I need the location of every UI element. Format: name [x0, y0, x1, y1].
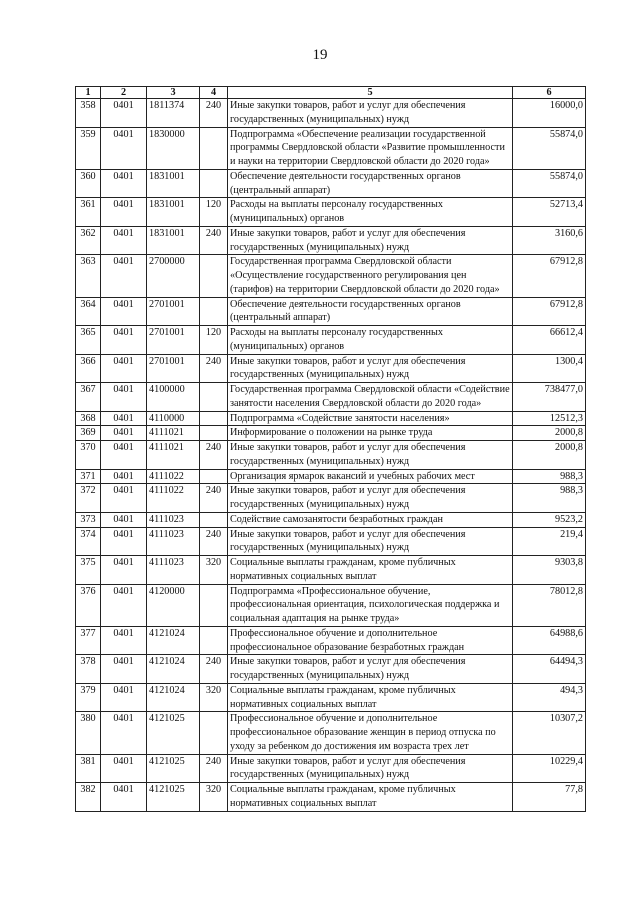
cell-expense-type: 240: [200, 655, 228, 684]
cell-name: [228, 198, 513, 227]
table-row: [76, 441, 586, 470]
cell-row-number: 373: [76, 512, 101, 527]
cell-target-code: 4121024: [147, 655, 200, 684]
cell-name: [228, 426, 513, 441]
cell-name: [228, 783, 513, 812]
expense-name-text: Иные закупки товаров, работ и услуг для обеспечения государственных (муниципальных) нужд: [230, 528, 466, 554]
cell-amount: 67912,8: [513, 255, 586, 297]
cell-section: 0401: [101, 198, 147, 227]
expense-name-text: Информирование о положении на рынке труда: [230, 427, 433, 439]
cell-expense-type: 320: [200, 783, 228, 812]
cell-amount: 494,3: [513, 683, 586, 712]
cell-row-number: 360: [76, 169, 101, 198]
cell-name: [228, 584, 513, 626]
table-row: [76, 383, 586, 412]
table-row: [76, 556, 586, 585]
column-header-name: 5: [228, 87, 513, 99]
cell-row-number: 365: [76, 326, 101, 355]
cell-row-number: 379: [76, 683, 101, 712]
column-header-section: 2: [101, 87, 147, 99]
cell-target-code: 4111023: [147, 556, 200, 585]
cell-expense-type: [200, 512, 228, 527]
expense-name-text: Организация ярмарок вакансий и учебных рабочих мест: [230, 470, 475, 482]
cell-amount: 988,3: [513, 469, 586, 484]
budget-table: [75, 86, 586, 812]
cell-amount: 66612,4: [513, 326, 586, 355]
cell-amount: 9303,8: [513, 556, 586, 585]
cell-row-number: 369: [76, 426, 101, 441]
cell-section: 0401: [101, 297, 147, 326]
cell-section: 0401: [101, 99, 147, 128]
cell-target-code: 4110000: [147, 411, 200, 426]
cell-expense-type: [200, 712, 228, 754]
table-row: [76, 783, 586, 812]
cell-expense-type: 240: [200, 527, 228, 556]
cell-name: [228, 226, 513, 255]
table-row: [76, 326, 586, 355]
cell-amount: 78012,8: [513, 584, 586, 626]
cell-name: [228, 556, 513, 585]
cell-expense-type: [200, 169, 228, 198]
cell-amount: 67912,8: [513, 297, 586, 326]
table-row: [76, 354, 586, 383]
expense-name-text: Содействие самозанятости безработных граждан: [230, 513, 443, 525]
cell-row-number: 363: [76, 255, 101, 297]
table-row: [76, 297, 586, 326]
cell-row-number: 366: [76, 354, 101, 383]
header-row: [76, 87, 586, 99]
cell-amount: 12512,3: [513, 411, 586, 426]
table-row: [76, 226, 586, 255]
table-row: [76, 127, 586, 169]
expense-name-text: Подпрограмма «Содействие занятости населения»: [230, 412, 450, 424]
cell-expense-type: [200, 383, 228, 412]
cell-amount: 2000,8: [513, 426, 586, 441]
cell-amount: 10307,2: [513, 712, 586, 754]
cell-row-number: 382: [76, 783, 101, 812]
cell-section: 0401: [101, 754, 147, 783]
cell-expense-type: [200, 469, 228, 484]
cell-expense-type: 240: [200, 354, 228, 383]
cell-name: [228, 255, 513, 297]
cell-name: [228, 754, 513, 783]
table-row: [76, 712, 586, 754]
cell-section: 0401: [101, 556, 147, 585]
cell-amount: 52713,4: [513, 198, 586, 227]
table-row: [76, 683, 586, 712]
cell-expense-type: [200, 411, 228, 426]
cell-amount: 3160,6: [513, 226, 586, 255]
expense-name-text: Иные закупки товаров, работ и услуг для обеспечения государственных (муниципальных) нужд: [230, 656, 466, 681]
cell-section: 0401: [101, 411, 147, 426]
expense-name-text: Иные закупки товаров, работ и услуг для обеспечения государственных (муниципальных) нужд: [230, 227, 466, 253]
cell-target-code: 1830000: [147, 127, 200, 169]
cell-section: 0401: [101, 527, 147, 556]
cell-expense-type: [200, 426, 228, 441]
table-row: [76, 527, 586, 556]
cell-row-number: 362: [76, 226, 101, 255]
cell-name: [228, 169, 513, 198]
cell-row-number: 381: [76, 754, 101, 783]
column-header-expense-type: 4: [200, 87, 228, 99]
cell-target-code: 4111021: [147, 426, 200, 441]
cell-section: 0401: [101, 255, 147, 297]
cell-row-number: 380: [76, 712, 101, 754]
expense-name-text: Обеспечение деятельности государственных органов (центральный аппарат): [230, 298, 461, 324]
cell-expense-type: 240: [200, 441, 228, 470]
cell-section: 0401: [101, 626, 147, 655]
cell-name: [228, 626, 513, 655]
cell-name: [228, 441, 513, 470]
cell-row-number: 359: [76, 127, 101, 169]
cell-row-number: 368: [76, 411, 101, 426]
cell-amount: 64988,6: [513, 626, 586, 655]
cell-amount: 64494,3: [513, 655, 586, 684]
expense-name-text: Иные закупки товаров, работ и услуг для обеспечения государственных (муниципальных) нужд: [230, 100, 466, 125]
expense-name-text: Государственная программа Свердловской области «Осуществление государственного регулирования цен (тарифов) на территории Свердловской области до 2020 года»: [230, 256, 500, 295]
cell-amount: 9523,2: [513, 512, 586, 527]
cell-expense-type: [200, 127, 228, 169]
expense-name-text: Иные закупки товаров, работ и услуг для обеспечения государственных (муниципальных) нужд: [230, 485, 466, 510]
expense-name-text: Профессиональное обучение и дополнительное профессиональное образование женщин в период отпуска по уходу за ребенком до достижения им возраста трех лет: [230, 713, 496, 752]
cell-row-number: 377: [76, 626, 101, 655]
expense-name-text: Иные закупки товаров, работ и услуг для обеспечения государственных (муниципальных) нужд: [230, 355, 466, 381]
expense-name-text: Профессиональное обучение и дополнительное профессиональное образование безработных граждан: [230, 627, 465, 653]
cell-section: 0401: [101, 383, 147, 412]
cell-name: [228, 712, 513, 754]
cell-expense-type: 240: [200, 226, 228, 255]
cell-section: 0401: [101, 584, 147, 626]
cell-target-code: 2701001: [147, 354, 200, 383]
cell-row-number: 367: [76, 383, 101, 412]
expense-name-text: Иные закупки товаров, работ и услуг для обеспечения государственных (муниципальных) нужд: [230, 755, 466, 781]
cell-row-number: 361: [76, 198, 101, 227]
cell-amount: 77,8: [513, 783, 586, 812]
cell-name: [228, 383, 513, 412]
cell-expense-type: 320: [200, 556, 228, 585]
cell-target-code: 2700000: [147, 255, 200, 297]
expense-name-text: Социальные выплаты гражданам, кроме публичных нормативных социальных выплат: [230, 684, 456, 710]
cell-name: [228, 99, 513, 128]
cell-section: 0401: [101, 712, 147, 754]
cell-row-number: 378: [76, 655, 101, 684]
table-row: [76, 655, 586, 684]
cell-target-code: 1811374: [147, 99, 200, 128]
cell-name: [228, 469, 513, 484]
cell-target-code: 4120000: [147, 584, 200, 626]
cell-name: [228, 527, 513, 556]
table-row: [76, 411, 586, 426]
cell-amount: 55874,0: [513, 169, 586, 198]
table-row: [76, 469, 586, 484]
table-row: [76, 754, 586, 783]
cell-target-code: 4121025: [147, 712, 200, 754]
column-header-target-code: 3: [147, 87, 200, 99]
cell-section: 0401: [101, 127, 147, 169]
expense-name-text: Социальные выплаты гражданам, кроме публичных нормативных социальных выплат: [230, 784, 456, 809]
cell-section: 0401: [101, 484, 147, 513]
cell-name: [228, 411, 513, 426]
cell-section: 0401: [101, 169, 147, 198]
cell-amount: 738477,0: [513, 383, 586, 412]
cell-row-number: 375: [76, 556, 101, 585]
cell-amount: 219,4: [513, 527, 586, 556]
cell-row-number: 372: [76, 484, 101, 513]
cell-row-number: 376: [76, 584, 101, 626]
cell-expense-type: [200, 626, 228, 655]
cell-expense-type: [200, 297, 228, 326]
cell-target-code: 4121025: [147, 783, 200, 812]
cell-row-number: 374: [76, 527, 101, 556]
cell-amount: 10229,4: [513, 754, 586, 783]
table-row: [76, 484, 586, 513]
table-row: [76, 169, 586, 198]
expense-name-text: Социальные выплаты гражданам, кроме публичных нормативных социальных выплат: [230, 557, 456, 582]
cell-row-number: 370: [76, 441, 101, 470]
cell-section: 0401: [101, 426, 147, 441]
cell-row-number: 364: [76, 297, 101, 326]
table-row: [76, 99, 586, 128]
cell-section: 0401: [101, 441, 147, 470]
cell-section: 0401: [101, 512, 147, 527]
cell-amount: 55874,0: [513, 127, 586, 169]
cell-row-number: 371: [76, 469, 101, 484]
table-row: [76, 255, 586, 297]
cell-amount: 1300,4: [513, 354, 586, 383]
cell-target-code: 4111022: [147, 469, 200, 484]
expense-name-text: Расходы на выплаты персоналу государственных (муниципальных) органов: [230, 327, 443, 352]
cell-expense-type: 240: [200, 484, 228, 513]
cell-target-code: 1831001: [147, 169, 200, 198]
expense-name-text: Государственная программа Свердловской области «Содействие занятости населения Свердловской области до 2020 года»: [230, 384, 510, 409]
cell-target-code: 4121024: [147, 683, 200, 712]
expense-name-text: Подпрограмма «Профессиональное обучение, профессиональная ориентация, психологическая поддержка и социальная адаптация на рынке труда»: [230, 585, 500, 624]
column-header-amount: 6: [513, 87, 586, 99]
cell-expense-type: 240: [200, 99, 228, 128]
table-row: [76, 198, 586, 227]
cell-target-code: 4111021: [147, 441, 200, 470]
cell-target-code: 1831001: [147, 198, 200, 227]
cell-section: 0401: [101, 469, 147, 484]
expense-name-text: Подпрограмма «Обеспечение реализации государственной программы Свердловской области «Развитие промышленности и науки на территории Свердловской области до 2020 года»: [230, 128, 505, 167]
cell-name: [228, 297, 513, 326]
cell-target-code: 4111022: [147, 484, 200, 513]
expense-name-text: Расходы на выплаты персоналу государственных (муниципальных) органов: [230, 199, 443, 224]
cell-name: [228, 683, 513, 712]
cell-target-code: 2701001: [147, 297, 200, 326]
table-body: [76, 99, 586, 812]
cell-amount: 16000,0: [513, 99, 586, 128]
cell-name: [228, 326, 513, 355]
cell-name: [228, 354, 513, 383]
cell-target-code: 4121025: [147, 754, 200, 783]
table-row: [76, 584, 586, 626]
cell-target-code: 4111023: [147, 527, 200, 556]
cell-target-code: 1831001: [147, 226, 200, 255]
expense-name-text: Обеспечение деятельности государственных органов (центральный аппарат): [230, 170, 461, 196]
cell-target-code: 4100000: [147, 383, 200, 412]
table-row: [76, 626, 586, 655]
cell-expense-type: 120: [200, 198, 228, 227]
table-row: [76, 426, 586, 441]
cell-section: 0401: [101, 326, 147, 355]
cell-name: [228, 512, 513, 527]
cell-amount: 988,3: [513, 484, 586, 513]
cell-name: [228, 655, 513, 684]
cell-target-code: 4111023: [147, 512, 200, 527]
cell-expense-type: 240: [200, 754, 228, 783]
cell-section: 0401: [101, 226, 147, 255]
cell-expense-type: [200, 255, 228, 297]
cell-name: [228, 484, 513, 513]
column-header-row-number: 1: [76, 87, 101, 99]
cell-target-code: 2701001: [147, 326, 200, 355]
cell-section: 0401: [101, 655, 147, 684]
expense-name-text: Иные закупки товаров, работ и услуг для обеспечения государственных (муниципальных) нужд: [230, 442, 466, 467]
cell-row-number: 358: [76, 99, 101, 128]
cell-section: 0401: [101, 683, 147, 712]
cell-section: 0401: [101, 783, 147, 812]
cell-expense-type: 320: [200, 683, 228, 712]
cell-section: 0401: [101, 354, 147, 383]
cell-expense-type: 120: [200, 326, 228, 355]
page-number: 19: [312, 47, 328, 63]
cell-amount: 2000,8: [513, 441, 586, 470]
cell-expense-type: [200, 584, 228, 626]
cell-name: [228, 127, 513, 169]
table-row: [76, 512, 586, 527]
cell-target-code: 4121024: [147, 626, 200, 655]
